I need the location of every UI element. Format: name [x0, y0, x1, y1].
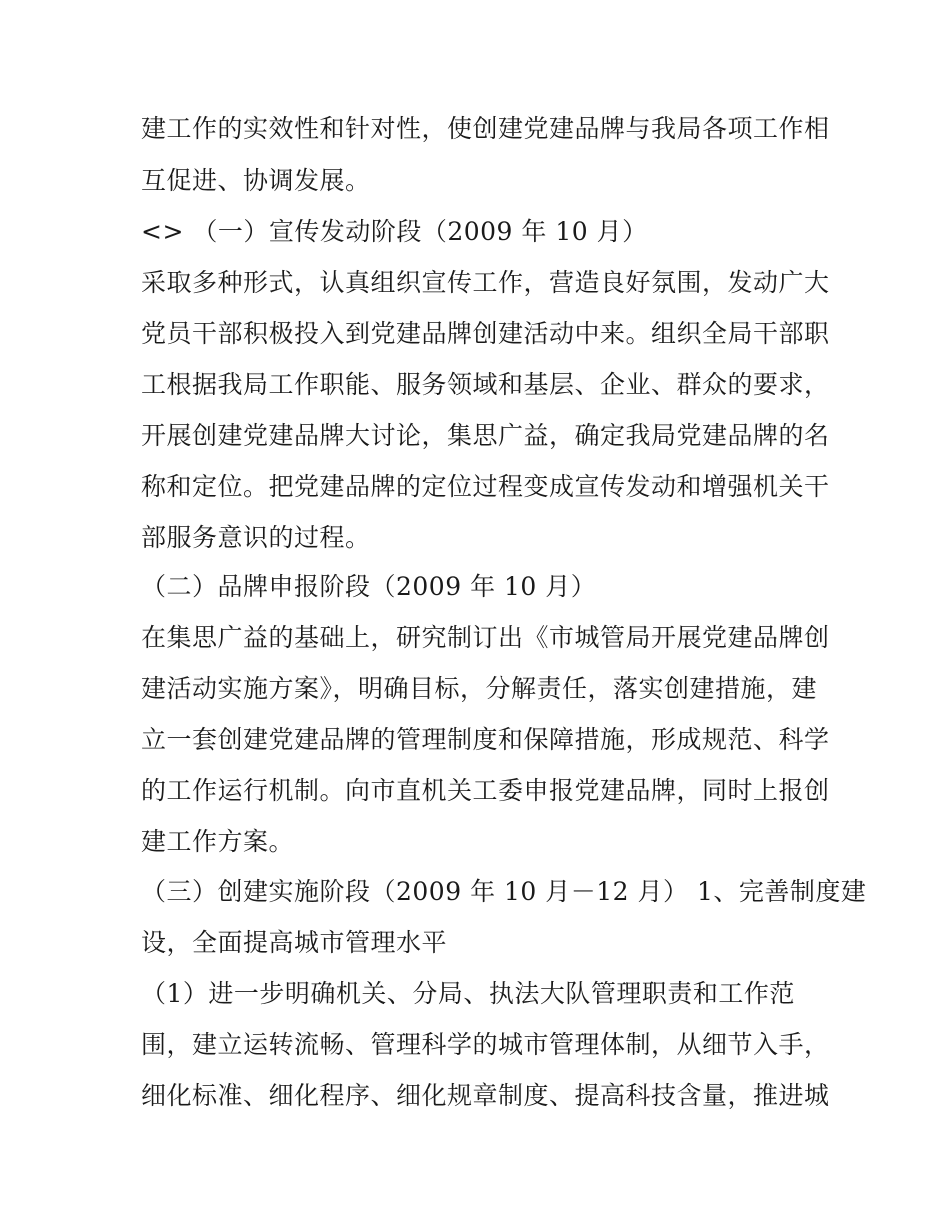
text-line: 互促进、协调发展。: [141, 166, 371, 195]
text-line: 采取多种形式，认真组织宣传工作，营造良好氛围，发动广大: [141, 268, 830, 297]
text-line: 细化标准、细化程序、细化规章制度、提高科技含量，推进城: [141, 1081, 830, 1110]
text-line: 设，全面提高城市管理水平: [141, 928, 448, 957]
text-line: 立一套创建党建品牌的管理制度和保障措施，形成规范、科学: [141, 725, 830, 754]
text-line: 称和定位。把党建品牌的定位过程变成宣传发动和增强机关干: [141, 472, 830, 501]
section-heading: （三）创建实施阶段（2009 年 10 月－12 月） 1、完善制度建: [141, 877, 867, 906]
text-line: 建活动实施方案》，明确目标，分解责任，落实创建措施，建: [141, 674, 818, 703]
section-heading: （二）品牌申报阶段（2009 年 10 月）: [141, 572, 597, 601]
text-line: 部服务意识的过程。: [141, 523, 371, 552]
text-line: 党员干部积极投入到党建品牌创建活动中来。组织全局干部职: [141, 319, 830, 348]
text-line: 建工作的实效性和针对性，使创建党建品牌与我局各项工作相: [141, 114, 830, 143]
text-line: 开展创建党建品牌大讨论，集思广益，确定我局党建品牌的名: [141, 421, 830, 450]
text-line: 围，建立运转流畅、管理科学的城市管理体制，从细节入手，: [141, 1030, 830, 1059]
text-line: （1）进一步明确机关、分局、执法大队管理职责和工作范: [141, 979, 795, 1008]
text-line: 工根据我局工作职能、服务领域和基层、企业、群众的要求，: [141, 370, 830, 399]
section-heading: <> （一）宣传发动阶段（2009 年 10 月）: [141, 217, 648, 246]
text-line: 的工作运行机制。向市直机关工委申报党建品牌，同时上报创: [141, 776, 830, 805]
text-line: 在集思广益的基础上，研究制订出《市城管局开展党建品牌创: [141, 623, 830, 652]
text-line: 建工作方案。: [141, 827, 295, 856]
